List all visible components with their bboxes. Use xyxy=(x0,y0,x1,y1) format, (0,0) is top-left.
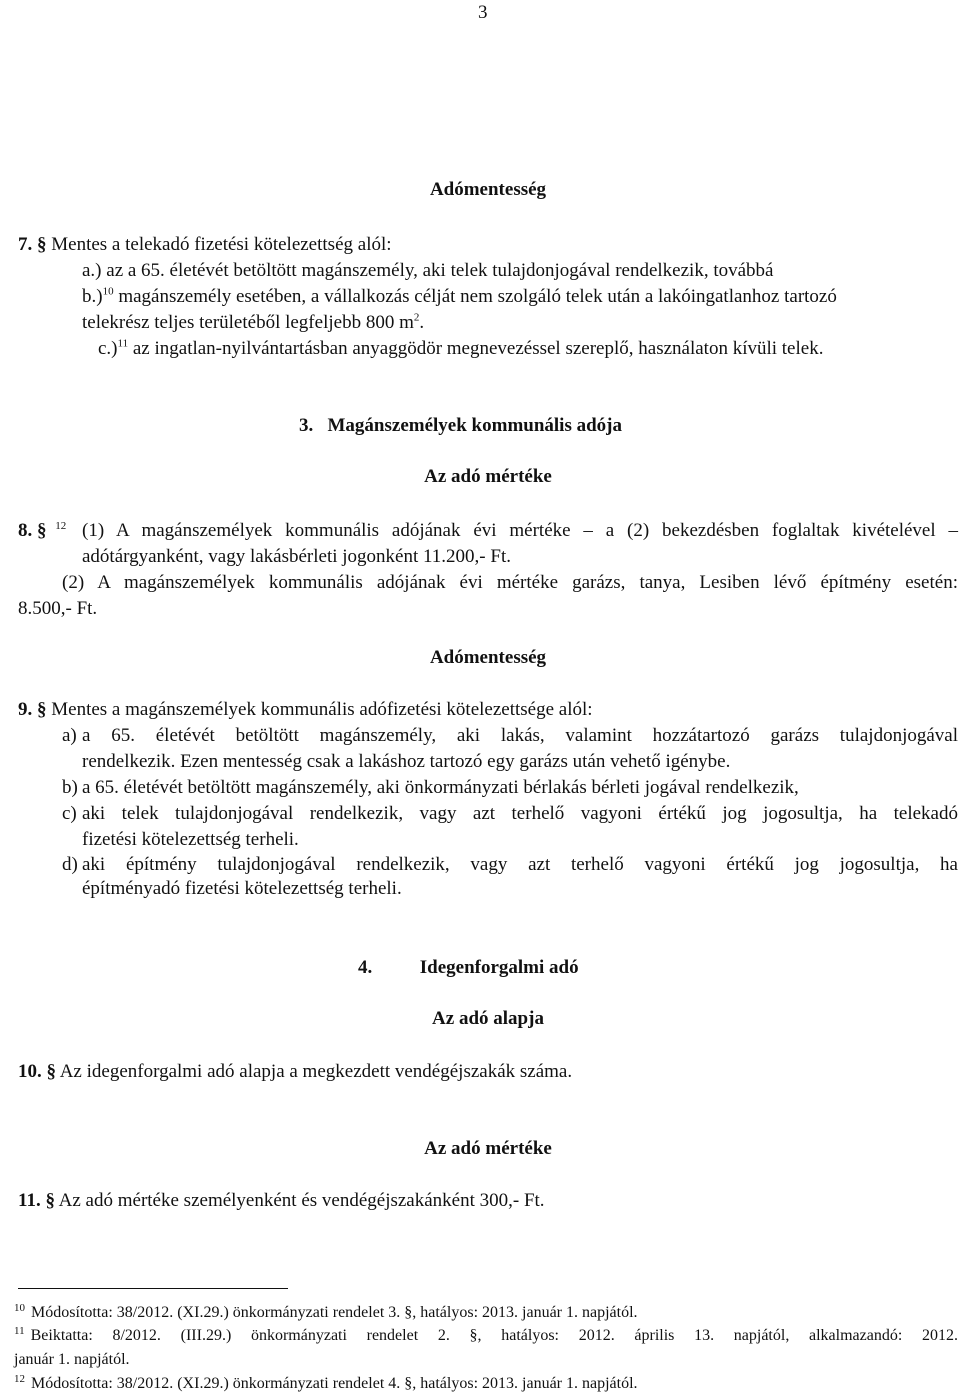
footnote-11-line-1 xyxy=(14,1325,958,1347)
superscript-unit: 2 xyxy=(413,311,420,324)
footnote-number: 12 xyxy=(14,1372,25,1385)
footnote-text: Módosította: 38/2012. (XI.29.) önkormányzati rendelet 3. §, hatályos: 2013. január 1. napjától. xyxy=(31,1304,638,1321)
section-3-title xyxy=(299,413,622,439)
section-title: Idegenforgalmi adó xyxy=(419,957,579,978)
item-text: magánszemély esetében, a vállalkozás célját nem szolgáló telek után a lakóingatlanhoz tartozó xyxy=(118,286,837,307)
item-text: az ingatlan-nyilvántartásban anyaggödör megnevezéssel szereplő, használaton kívüli telek. xyxy=(132,338,824,359)
footnote-text: Beiktatta: 8/2012. (III.29.) önkormányzati rendelet 2. §, hatályos: 2012. április 13. napjától, alkalmazandó: 2012. xyxy=(30,1327,958,1344)
item-text: telekrész teljes területéből legfeljebb 800 m xyxy=(82,312,414,333)
paragraph-9-item-a-label: a) xyxy=(62,725,77,746)
paragraph-9-item-d-line-2: építményadó fizetési kötelezettség terheli. xyxy=(82,878,402,899)
section-sign-icon: § xyxy=(37,520,47,541)
section-4-subtitle-rate: Az adó mértéke xyxy=(424,1138,552,1159)
footnote-separator xyxy=(18,1288,288,1289)
paragraph-text: Mentes a telekadó fizetési kötelezettség alól: xyxy=(51,234,392,255)
section-4-title xyxy=(358,955,579,981)
paragraph-8-header xyxy=(18,518,66,544)
footnote-ref-12[interactable]: 12 xyxy=(55,519,67,532)
item-text-end: . xyxy=(419,312,425,333)
paragraph-number: 10. xyxy=(18,1061,42,1082)
paragraph-9-header xyxy=(18,697,593,723)
paragraph-number: 11. xyxy=(18,1190,41,1211)
paragraph-text: Mentes a magánszemélyek kommunális adófizetési kötelezettsége alól: xyxy=(51,699,593,720)
paragraph-9-item-c-label: c) xyxy=(62,803,77,824)
paragraph-11 xyxy=(18,1188,545,1214)
paragraph-9-item-c-line-1: aki telek tulajdonjogával rendelkezik, vagy azt terhelő vagyoni értékű jog jogosultja, ha telekadó xyxy=(82,803,958,824)
footnote-ref-10[interactable]: 10 xyxy=(102,285,114,298)
paragraph-7-header xyxy=(18,232,392,258)
paragraph-text: Az idegenforgalmi adó alapja a megkezdett vendégéjszakák száma. xyxy=(59,1061,573,1082)
section-heading-adomentesseg-2: Adómentesség xyxy=(429,647,547,668)
paragraph-number: 9. xyxy=(18,699,33,720)
footnote-number: 10 xyxy=(14,1301,25,1314)
paragraph-number: 7. xyxy=(18,234,33,255)
section-sign-icon: § xyxy=(37,699,47,720)
paragraph-text: Az adó mértéke személyenként és vendégéjszakánként 300,- Ft. xyxy=(58,1190,545,1211)
paragraph-9-item-d-label: d) xyxy=(62,854,78,875)
section-4-subtitle-base: Az adó alapja xyxy=(432,1008,544,1029)
section-heading-adomentesseg: Adómentesség xyxy=(429,179,547,200)
paragraph-10 xyxy=(18,1059,572,1085)
section-3-subtitle: Az adó mértéke xyxy=(424,466,552,487)
paragraph-7-item-a: a.) az a 65. életévét betöltött magánszemély, aki telek tulajdonjogával rendelkezik, továbbá xyxy=(82,260,774,281)
section-sign-icon: § xyxy=(45,1190,55,1211)
paragraph-9-item-a-line-1: a 65. életévét betöltött magánszemély, aki lakás, valamint hozzátartozó garázs tulajdonjogával xyxy=(82,725,958,746)
paragraph-8-line-2: adótárgyanként, vagy lakásbérleti jogonként 11.200,- Ft. xyxy=(82,546,511,567)
paragraph-9-item-c-line-2: fizetési kötelezettség terheli. xyxy=(82,829,299,850)
paragraph-9-item-a-line-2: rendelkezik. Ezen mentesség csak a lakáshoz tartozó egy garázs után vehető igénybe. xyxy=(82,751,731,772)
footnote-text: Módosította: 38/2012. (XI.29.) önkormányzati rendelet 4. §, hatályos: 2013. január 1. napjától. xyxy=(31,1375,638,1392)
paragraph-9-item-b-label: b) xyxy=(62,777,78,798)
section-sign-icon: § xyxy=(46,1061,56,1082)
page-number: 3 xyxy=(478,2,488,23)
item-label: c.) xyxy=(98,338,118,359)
item-label: b.) xyxy=(82,286,103,307)
section-sign-icon: § xyxy=(37,234,47,255)
footnote-12 xyxy=(14,1373,638,1395)
section-title: Magánszemélyek kommunális adója xyxy=(327,415,622,436)
paragraph-9-item-b-line-1: a 65. életévét betöltött magánszemély, aki önkormányzati bérlakás bérleti jogával rendelkezik, xyxy=(82,777,799,798)
footnote-10 xyxy=(14,1302,638,1324)
paragraph-number: 8. xyxy=(18,520,33,541)
paragraph-7-item-b-cont xyxy=(82,310,424,336)
paragraph-7-item-c xyxy=(98,336,823,362)
footnote-ref-11[interactable]: 11 xyxy=(117,337,129,350)
paragraph-8-line-3: (2) A magánszemélyek kommunális adójának évi mértéke garázs, tanya, Lesiben lévő építmény esetén: xyxy=(62,572,958,593)
paragraph-8-line-1: (1) A magánszemélyek kommunális adójának évi mértéke – a (2) bekezdésben foglaltak kivételével – xyxy=(82,520,958,541)
section-number: 4. xyxy=(358,957,373,978)
footnote-11-line-2: január 1. napjától. xyxy=(14,1351,130,1368)
paragraph-7-item-b xyxy=(82,284,837,310)
footnote-number: 11 xyxy=(14,1324,25,1337)
paragraph-9-item-d-line-1: aki építmény tulajdonjogával rendelkezik, vagy azt terhelő vagyoni értékű jog jogosultja, ha xyxy=(82,854,958,875)
section-number: 3. xyxy=(299,415,314,436)
paragraph-8-line-4: 8.500,- Ft. xyxy=(18,598,98,619)
